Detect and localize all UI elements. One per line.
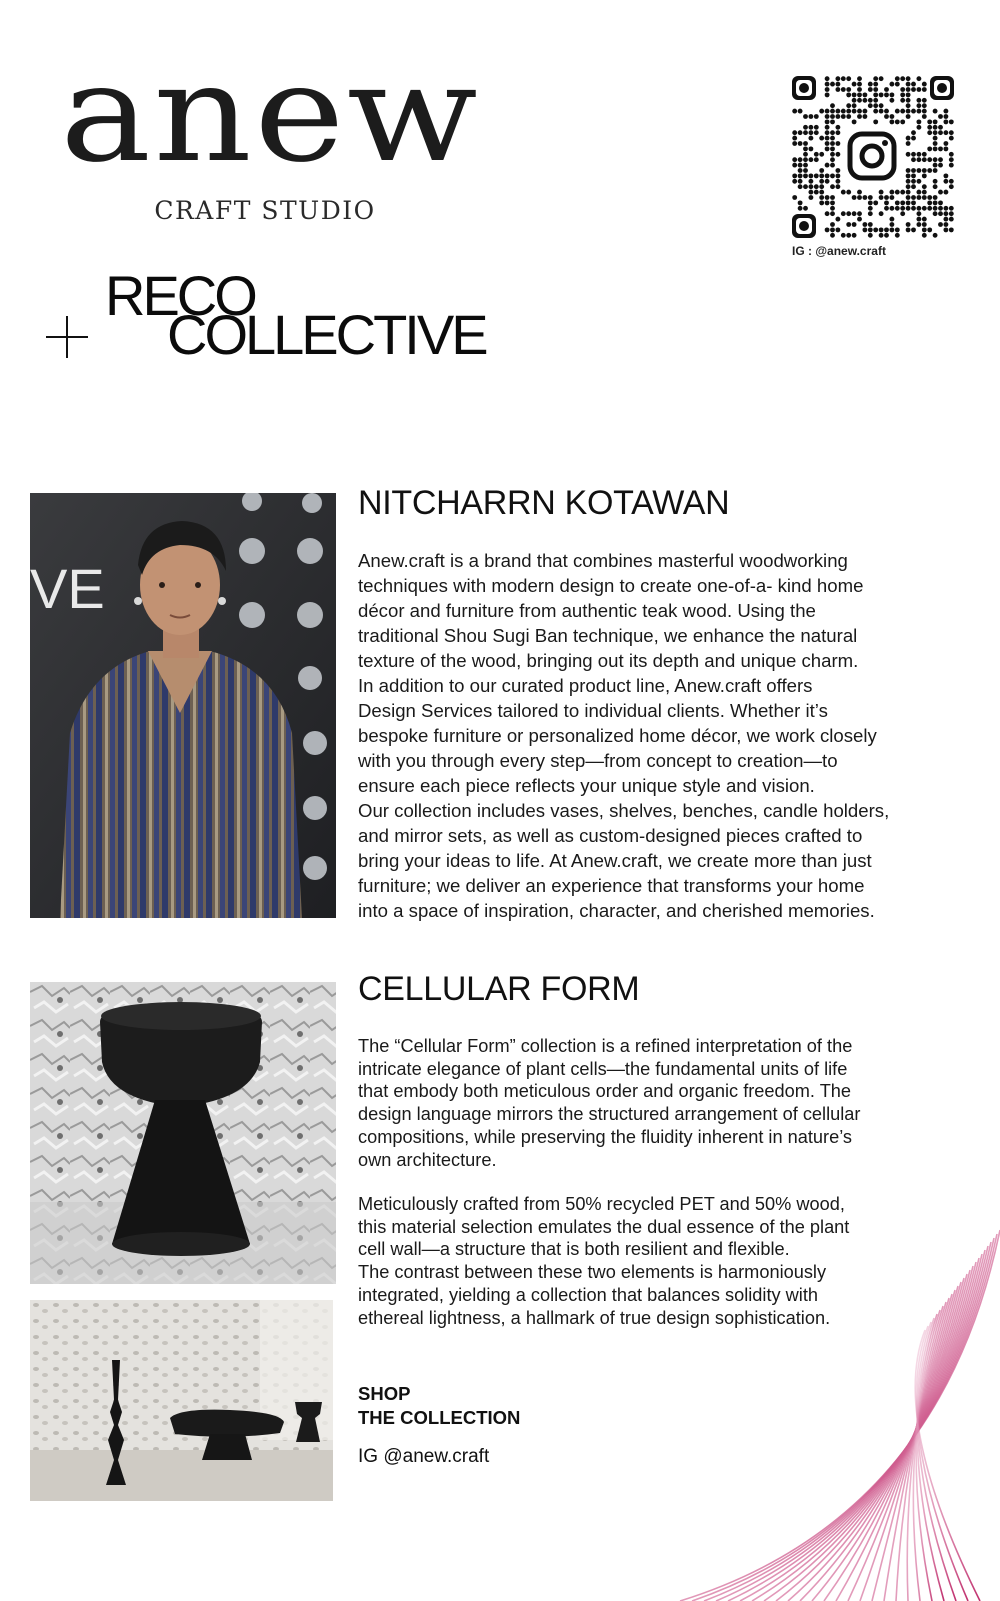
desc-line: Meticulously crafted from 50% recycled PET and 50% wood, [358, 1194, 845, 1214]
artist-portrait-photo [30, 493, 336, 918]
collection-description-1 [358, 1035, 958, 1171]
collection-group-photo [30, 1300, 333, 1501]
cellular-stool-photo [30, 982, 336, 1284]
desc-line: design language mirrors the structured arrangement of cellular [358, 1104, 861, 1125]
bio-line: ensure each piece reflects your unique style and vision. [358, 775, 815, 796]
qr-code[interactable] [792, 76, 954, 238]
bio-line: with you through every step—from concept to creation—to [358, 750, 838, 771]
instagram-icon [844, 128, 900, 184]
desc-line: intricate elegance of plant cells—the fundamental units of life [358, 1058, 848, 1079]
qr-finder-top-left [792, 76, 816, 100]
anew-logo [60, 60, 500, 170]
decorative-curve-lines [640, 1190, 1000, 1601]
shop-line1: SHOP [358, 1383, 411, 1404]
desc-line: cell wall—a structure that is both resilient and flexible. [358, 1239, 790, 1260]
bio-line: furniture; we deliver an experience that transforms your home [358, 875, 865, 896]
plus-icon [44, 314, 90, 360]
desc-line: this material selection emulates the dual essence of the plant [358, 1216, 850, 1237]
bio-line: décor and furniture from authentic teak wood. Using the [358, 600, 816, 621]
artist-bio [358, 548, 958, 923]
desc-line: that embody both meticulous order and organic freedom. The [358, 1081, 852, 1102]
qr-finder-bottom-left [792, 214, 816, 238]
collection-title-heading: CELLULAR FORM [358, 970, 640, 1008]
bio-line: and mirror sets, as well as custom-designed pieces crafted to [358, 825, 863, 846]
desc-line: The contrast between these two elements is harmoniously [358, 1262, 827, 1283]
recycle-arrows-icon [206, 276, 252, 322]
craft-studio-subtitle: CRAFT STUDIO [154, 196, 376, 225]
qr-finder-top-right [930, 76, 954, 100]
reco-logo-line2: COLLECTIVE [167, 303, 486, 366]
bio-line: Anew.craft is a brand that combines masterful woodworking [358, 550, 848, 571]
bio-line: texture of the wood, bringing out its depth and unique charm. [358, 650, 859, 671]
qr-caption: IG : @anew.craft [792, 244, 886, 258]
desc-line: ethereal lightness, a hallmark of true design sophistication. [358, 1307, 831, 1328]
bio-line: Design Services tailored to individual clients. Whether it’s [358, 700, 828, 721]
shop-collection-link[interactable] [358, 1382, 520, 1430]
svg-text:anew: anew [60, 60, 480, 170]
bio-line: techniques with modern design to create one-of-a- kind home [358, 575, 864, 596]
bio-line: Our collection includes vases, shelves, benches, candle holders, [358, 800, 890, 821]
instagram-handle-link[interactable]: IG @anew.craft [358, 1446, 490, 1467]
shop-line2: THE COLLECTION [358, 1407, 521, 1428]
bio-line: traditional Shou Sugi Ban technique, we enhance the natural [358, 625, 858, 646]
desc-line: own architecture. [358, 1149, 497, 1170]
bio-line: into a space of inspiration, character, and cherished memories. [358, 900, 875, 921]
desc-line: The “Cellular Form” collection is a refined interpretation of the [358, 1036, 853, 1056]
reco-logo-line1: RECO [105, 264, 255, 327]
bio-line: bespoke furniture or personalized home décor, we work closely [358, 725, 877, 746]
artist-name-heading: NITCHARRN KOTAWAN [358, 484, 730, 522]
wall-letters: VE [30, 557, 105, 620]
desc-line: integrated, yielding a collection that balances solidity with [358, 1284, 819, 1305]
bio-line: bring your ideas to life. At Anew.craft, we create more than just [358, 850, 872, 871]
desc-line: compositions, while preserving the fluidity inherent in nature’s [358, 1126, 853, 1147]
bio-line: In addition to our curated product line, Anew.craft offers [358, 675, 813, 696]
